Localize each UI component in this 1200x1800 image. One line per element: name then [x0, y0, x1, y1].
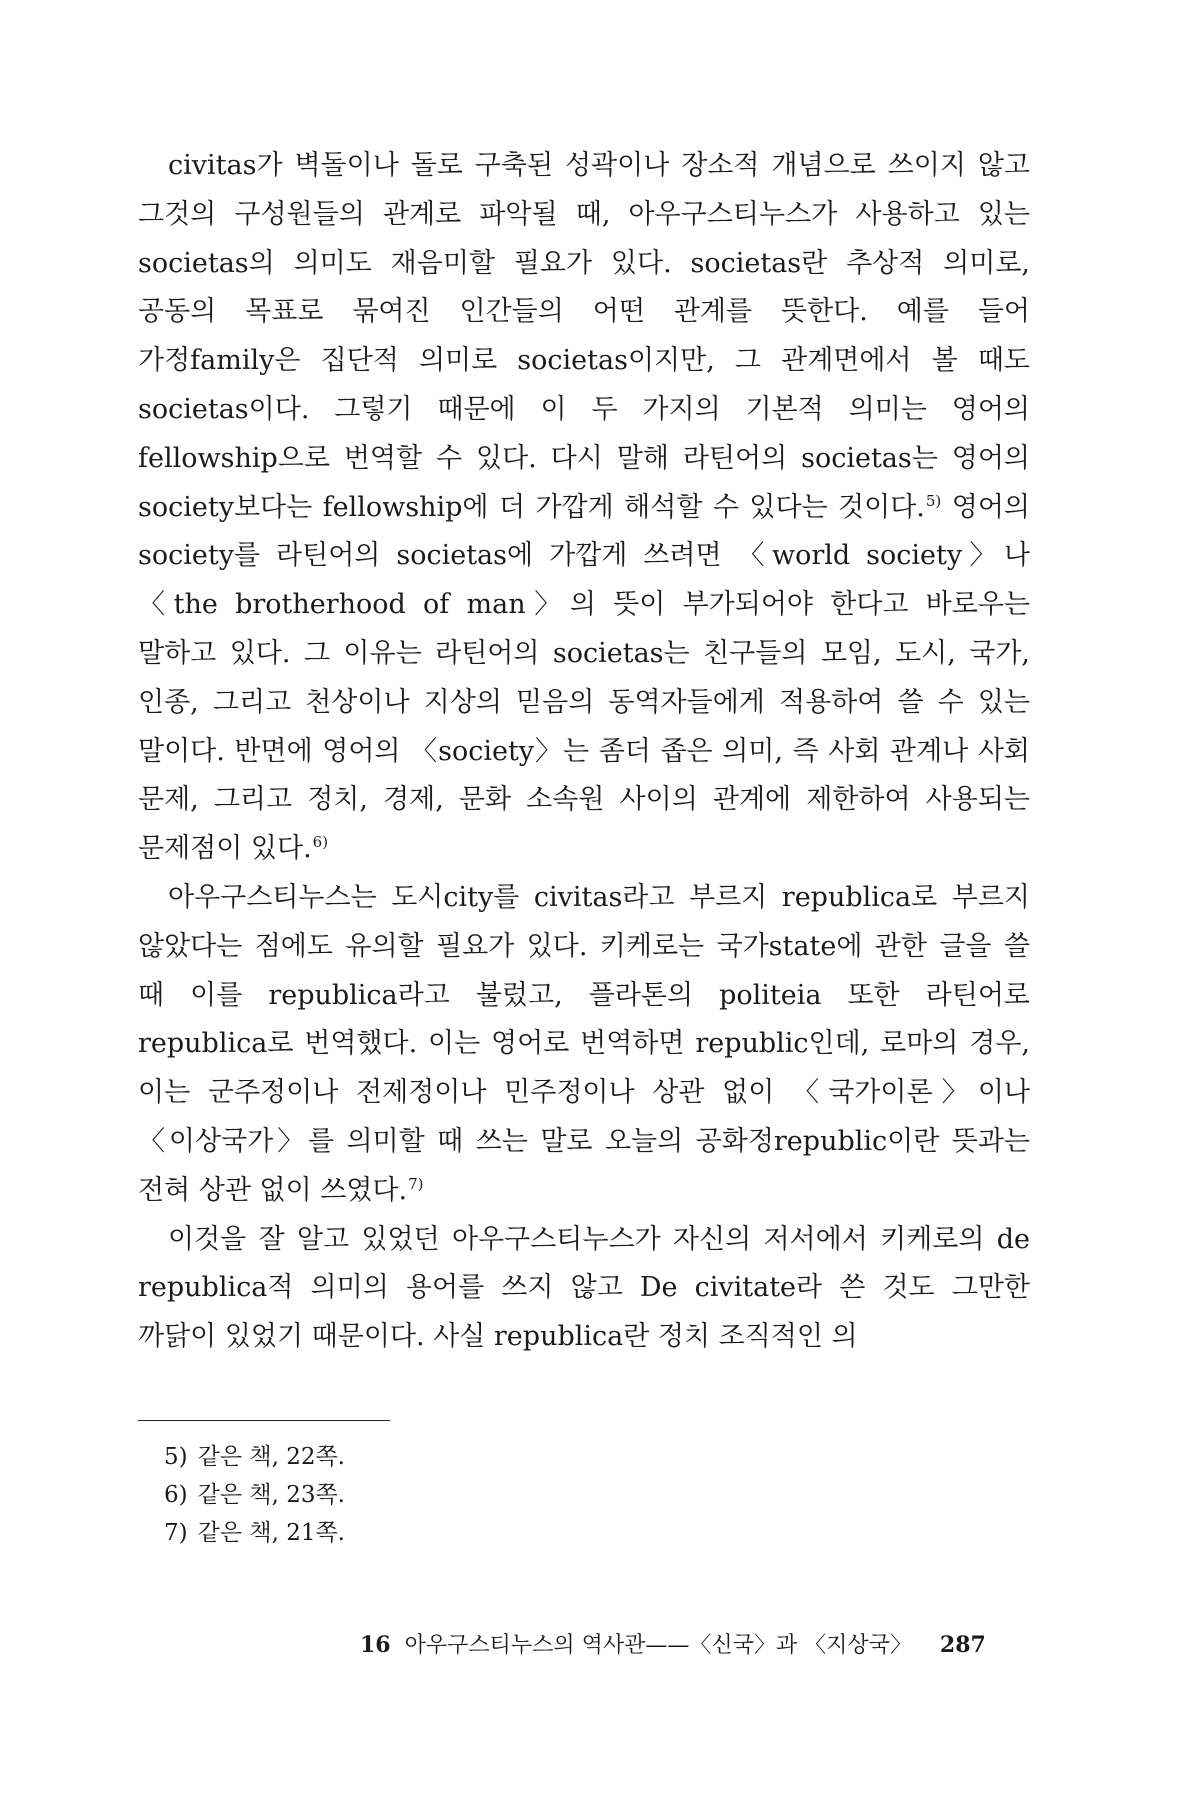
- footnote-text: 같은 책, 21쪽.: [197, 1520, 345, 1546]
- paragraph-3: [138, 1216, 1030, 1362]
- footnote-divider: [138, 1420, 390, 1421]
- paragraph-2-text: 아우구스티누스는 도시city를 civitas라고 부르지 republica로 부르지 않았다는 점에도 유의할 필요가 있다. 키케로는 국가state에 관한 글을 쓸 때 이를 republica라고 불렀고, 플라톤의 politeia 또한 라틴어로 republica로 번역했다. 이는 영어로 번역하면 republic인데, 로마의 경우, 이는 군주정이나 전제정이나 민주정이나 상관 없이 〈국가이론〉이나 〈이상국가〉를 의미할 때 쓰는 말로 오늘의 공화정republic이란 뜻과는 전혀 상관 없이 쓰였다.: [138, 881, 1030, 1206]
- footnote-number: 7): [164, 1520, 188, 1546]
- paragraph-1-text: civitas가 벽돌이나 돌로 구축된 성곽이나 장소적 개념으로 쓰이지 않고 그것의 구성원들의 관계로 파악될 때, 아우구스티누스가 사용하고 있는 societas의 의미도 재음미할 필요가 있다. societas란 추상적 의미로, 공동의 목표로 묶여진 인간들의 어떤 관계를 뜻한다. 예를 들어 가정family은 집단적 의미로 societas이지만, 그 관계면에서 볼 때도 societas이다. 그렇기 때문에 이 두 가지의 기본적 의미는 영어의 fellowship으로 번역할 수 있다. 다시 말해 라틴어의 societas는 영어의 society보다는 fellowship에 더 가깝게 해석할 수 있다는 것이다.: [138, 150, 1030, 523]
- footnote-item: [164, 1438, 764, 1476]
- chapter-title: 아우구스티누스의 역사관——〈신국〉과 〈지상국〉: [404, 1633, 912, 1658]
- running-footer: [360, 1628, 1000, 1659]
- footnote-item: [164, 1476, 764, 1514]
- footnote-number: 5): [164, 1444, 188, 1470]
- footnote-item: [164, 1514, 764, 1552]
- footnote-ref-6: 6): [312, 833, 329, 852]
- footnote-number: 6): [164, 1482, 188, 1508]
- paragraph-1: [138, 142, 1030, 874]
- paragraph-3-text: 이것을 잘 알고 있었던 아우구스티누스가 자신의 저서에서 키케로의 de republica적 의미의 용어를 쓰지 않고 De civitate라 쓴 것도 그만한 까닭이 있었기 때문이다. 사실 republica란 정치 조직적인 의: [138, 1223, 1030, 1353]
- footnote-text: 같은 책, 22쪽.: [197, 1444, 345, 1470]
- footnote-text: 같은 책, 23쪽.: [197, 1482, 345, 1508]
- chapter-number: 16: [360, 1632, 391, 1658]
- footnote-ref-7: 7): [408, 1174, 424, 1193]
- footnotes: [164, 1438, 764, 1552]
- footnote-ref-5: 5): [925, 491, 942, 510]
- paragraph-2: [138, 874, 1030, 1216]
- main-text: [138, 142, 1030, 1362]
- paragraph-1-continued: 영어의 society를 라틴어의 societas에 가깝게 쓰려면 〈world society〉나 〈the brotherhood of man〉의 뜻이 부가되어야 한다고 바로우는 말하고 있다. 그 이유는 라틴어의 societas는 친구들의 모임, 도시, 국가, 인종, 그리고 천상이나 지상의 믿음의 동역자들에게 적용하여 쓸 수 있는 말이다. 반면에 영어의 〈society〉는 좀더 좁은 의미, 즉 사회 관계나 사회 문제, 그리고 정치, 경제, 문화 소속원 사이의 관계에 제한하여 사용되는 문제점이 있다.: [138, 491, 1030, 865]
- page-number: 287: [939, 1632, 986, 1658]
